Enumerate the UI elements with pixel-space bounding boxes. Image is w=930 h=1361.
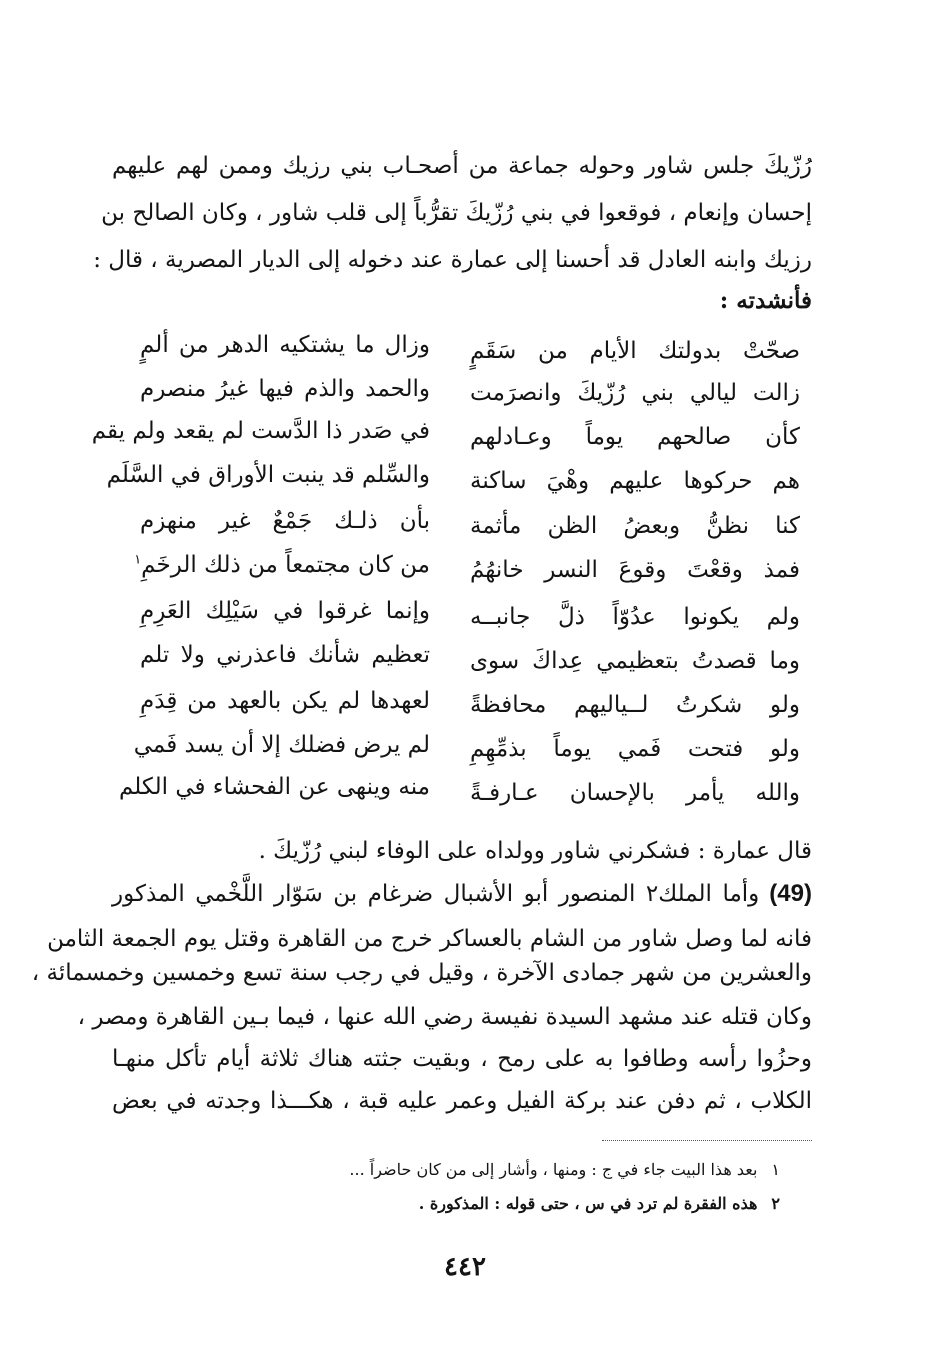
- paragraph-line-3: والعشرين من شهر جمادى الآخرة ، وقيل في رجب سنة تسع وخمسين وخمسمائة ،: [31, 960, 812, 986]
- footnote-1-text: بعد هذا البيت جاء في ج : ومنها ، وأشار إلى من كان حاضراً ...: [349, 1160, 758, 1179]
- footnote-2: [419, 1194, 780, 1213]
- verse-7-second-hemistich: وإنما غرقوا في سَيْلِك العَرِمِ: [140, 598, 430, 624]
- verse-3-second-hemistich: في صَدر ذا الدَّست لم يقعد ولم يقم: [91, 418, 430, 444]
- verse-9-first-hemistich: ولو شكرتُ لــياليهم محافظةً: [470, 692, 800, 718]
- verse-8-second-hemistich: تعظيم شأنك فاعذرني ولا تلم: [140, 642, 430, 668]
- verse-6-second-hemistich: [134, 552, 430, 578]
- verse-11-second-hemistich: منه وينهى عن الفحشاء في الكلم: [118, 774, 430, 800]
- verse-4-first-hemistich: هم حركوها عليهم وهْيَ ساكنة: [470, 468, 800, 494]
- verse-6-second-hemistich-text: من كان مجتمعاً من ذلك الرخَمِ: [141, 552, 430, 578]
- verse-10-second-hemistich: لم يرض فضلك إلا أن يسد فَمي: [133, 732, 430, 758]
- verse-11-first-hemistich: والله يأمر بالإحسان عـارفـةً: [470, 780, 800, 806]
- footnote-ref-1: ١: [134, 552, 142, 568]
- paragraph-line-6: الكلاب ، ثم دفن عند بركة الفيل وعمر عليه قبة ، هكـــذا وجدته في بعض: [112, 1088, 812, 1114]
- verse-8-first-hemistich: وما قصدتُ بتعظيمي عِداكَ سوى: [470, 648, 800, 674]
- after-verses-line: قال عمارة : فشكرني شاور وولداه على الوفاء لبني رُزّيكَ .: [258, 838, 812, 864]
- intro-line-1: رُزّيكَ جلس شاور وحوله جماعة من أصحـاب بني رزيك وممن لهم عليهم: [112, 153, 812, 179]
- paragraph-line-4: وكان قتله عند مشهد السيدة نفيسة رضي الله عنها ، فيما بـين القاهرة ومصر ،: [77, 1004, 812, 1030]
- verse-2-first-hemistich: زالت ليالي بني رُزّيكَ وانصرَمت: [470, 380, 800, 406]
- footnote-2-text: هذه الفقرة لم ترد في س ، حتى قوله : المذكورة .: [418, 1194, 758, 1213]
- verse-4-second-hemistich: والسِّلم قد ينبت الأوراق في السَّلَم: [106, 462, 430, 488]
- paragraph-number: (49): [769, 880, 812, 907]
- verse-1-second-hemistich: وزال ما يشتكيه الدهر من ألمٍ: [140, 332, 430, 358]
- footnote-2-number: ٢: [771, 1194, 780, 1213]
- paragraph-first-line-text: وأما الملك٢ المنصور أبو الأشبال ضرغام بن سَوّار اللَّخْمي المذكور: [112, 881, 760, 907]
- intro-line-2: إحسان وإنعام ، فوقعوا في بني رُزّيكَ تقرُّباً إلى قلب شاور ، وكان الصالح بن: [101, 200, 812, 226]
- paragraph-line-5: وحزُوا رأسه وطافوا به على رمح ، وبقيت جثته هناك ثلاثة أيام تأكل منهـا: [112, 1046, 812, 1072]
- intro-line-4: فأنشدته :: [719, 287, 812, 314]
- paragraph-line-2: فانه لما وصل شاور من الشام بالعساكر خرج من القاهرة وقتل يوم الجمعة الثامن: [47, 926, 812, 952]
- intro-line-3: رزيك وابنه العادل قد أحسنا إلى عمارة عند دخوله إلى الديار المصرية ، قال :: [93, 247, 812, 273]
- verse-5-first-hemistich: كنا نظنُّ وبعضُ الظن مأثمة: [470, 513, 800, 539]
- footnote-separator: [602, 1140, 812, 1141]
- verse-6-first-hemistich: فمذ وقعْتَ وقوعَ النسر خانهُمُ: [470, 557, 800, 583]
- verse-7-first-hemistich: ولم يكونوا عدُوّاً ذلَّ جانبــه: [470, 604, 800, 630]
- verse-3-first-hemistich: كأن صالحهم يوماً وعـادلهم: [470, 424, 800, 450]
- page-number: ٤٤٢: [444, 1252, 486, 1282]
- verse-5-second-hemistich: بأن ذلـك جَمْعٌ غير منهزم: [140, 508, 430, 534]
- verse-9-second-hemistich: لعهدها لم يكن بالعهد من قِدَمِ: [140, 688, 430, 714]
- verse-2-second-hemistich: والحمد والذم فيها غيرُ منصرم: [140, 376, 430, 402]
- footnote-1: [349, 1160, 780, 1179]
- paragraph-first-line: [112, 880, 812, 908]
- verse-1-first-hemistich: صحّتْ بدولتك الأيام من سَقَمٍ: [470, 338, 800, 364]
- footnote-1-number: ١: [771, 1160, 780, 1179]
- verse-10-first-hemistich: ولو فتحت فَمي يوماً بذمِّهِمِ: [470, 736, 800, 762]
